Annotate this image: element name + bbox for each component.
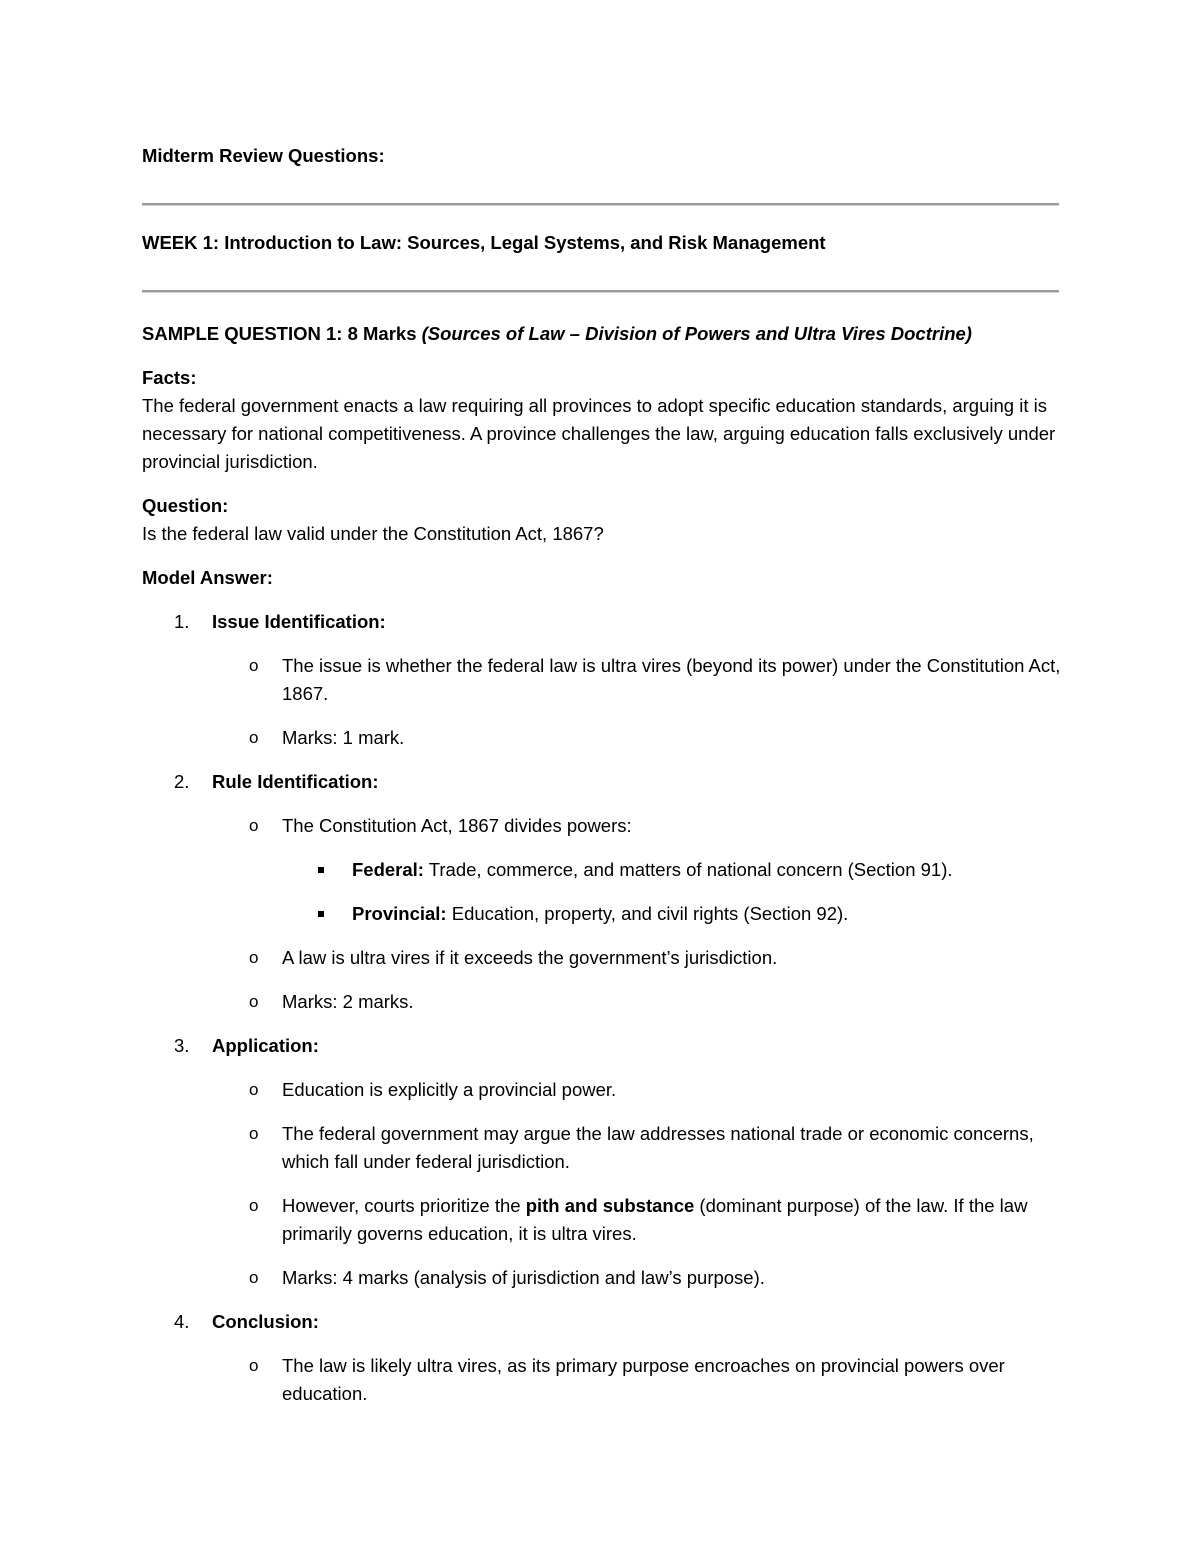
circle-bullet-icon: o	[249, 1196, 259, 1215]
list-item	[212, 1352, 1062, 1408]
question-heading-topic: (Sources of Law – Division of Powers and Ultra Vires Doctrine)	[421, 323, 972, 344]
point-text: Marks: 4 marks (analysis of jurisdiction and law’s purpose).	[282, 1267, 765, 1288]
power-label: Provincial:	[352, 903, 447, 924]
circle-bullet-icon: o	[249, 948, 259, 967]
answer-steps	[142, 608, 1062, 1408]
document-title: Midterm Review Questions:	[142, 145, 385, 166]
answer-step	[142, 768, 1062, 1016]
step-number: 2.	[174, 771, 190, 792]
question-heading	[142, 320, 1062, 348]
list-item	[212, 652, 1062, 708]
circle-bullet-icon: o	[249, 1356, 259, 1375]
circle-bullet-icon: o	[249, 1268, 259, 1287]
step-points	[212, 1352, 1062, 1408]
circle-bullet-icon: o	[249, 1080, 259, 1099]
question-heading-prefix: SAMPLE QUESTION 1: 8 Marks	[142, 323, 422, 344]
list-item	[212, 1192, 1062, 1248]
power-text: Trade, commerce, and matters of national concern (Section 91).	[423, 859, 953, 880]
point-text: Education is explicitly a provincial power.	[282, 1079, 617, 1100]
horizontal-rule	[142, 290, 1059, 293]
list-item	[212, 1076, 1062, 1104]
circle-bullet-icon: o	[249, 816, 259, 835]
point-text: Marks: 1 mark.	[282, 727, 405, 748]
question-content	[142, 320, 1062, 1424]
answer-step	[142, 1308, 1062, 1408]
question-label: Question:	[142, 495, 229, 516]
circle-bullet-icon: o	[249, 728, 259, 747]
power-text: Education, property, and civil rights (Section 92).	[446, 903, 849, 924]
step-points	[212, 652, 1062, 752]
question-section	[142, 492, 1062, 548]
power-list	[282, 856, 1062, 928]
week-heading: WEEK 1: Introduction to Law: Sources, Legal Systems, and Risk Management	[142, 232, 826, 253]
point-text: Marks: 2 marks.	[282, 991, 414, 1012]
circle-bullet-icon: o	[249, 992, 259, 1011]
facts-section	[142, 364, 1062, 476]
step-points	[212, 1076, 1062, 1292]
point-text: (dominant purpose) of the law. If the law primarily governs education, it is ultra vires.	[282, 1195, 1028, 1244]
square-bullet-icon	[318, 867, 324, 873]
list-item	[212, 1120, 1062, 1176]
list-item	[212, 988, 1062, 1016]
point-text: However, courts prioritize the	[282, 1195, 526, 1216]
list-item	[282, 856, 1062, 884]
circle-bullet-icon: o	[249, 1124, 259, 1143]
step-title: Conclusion:	[212, 1311, 319, 1332]
step-number: 4.	[174, 1311, 190, 1332]
list-item	[282, 900, 1062, 928]
list-item	[212, 944, 1062, 972]
square-bullet-icon	[318, 911, 324, 917]
step-title: Issue Identification:	[212, 611, 386, 632]
list-item	[212, 724, 1062, 752]
step-number: 1.	[174, 611, 190, 632]
facts-label: Facts:	[142, 367, 197, 388]
pith-and-substance-term: pith and substance	[525, 1195, 695, 1216]
point-text: The Constitution Act, 1867 divides powers:	[282, 815, 632, 836]
step-title: Application:	[212, 1035, 319, 1056]
list-item	[212, 812, 1062, 928]
model-answer-label: Model Answer:	[142, 567, 273, 588]
list-item	[212, 1264, 1062, 1292]
facts-text: The federal government enacts a law requiring all provinces to adopt specific education standards, arguing it is necessary for national competitiveness. A province challenges the law, arguing education falls exclusively under provincial jurisdiction.	[142, 395, 1056, 472]
circle-bullet-icon: o	[249, 656, 259, 675]
horizontal-rule	[142, 203, 1059, 206]
question-text: Is the federal law valid under the Constitution Act, 1867?	[142, 523, 604, 544]
point-text: The federal government may argue the law addresses national trade or economic concerns, which fall under federal jurisdiction.	[282, 1123, 1034, 1172]
answer-step	[142, 1032, 1062, 1292]
step-points	[212, 812, 1062, 1016]
point-text: The issue is whether the federal law is ultra vires (beyond its power) under the Constitution Act, 1867.	[282, 655, 1061, 704]
point-text: A law is ultra vires if it exceeds the government’s jurisdiction.	[282, 947, 778, 968]
step-title: Rule Identification:	[212, 771, 379, 792]
power-label: Federal:	[352, 859, 424, 880]
answer-step	[142, 608, 1062, 752]
point-text: The law is likely ultra vires, as its primary purpose encroaches on provincial powers over education.	[282, 1355, 1005, 1404]
step-number: 3.	[174, 1035, 190, 1056]
